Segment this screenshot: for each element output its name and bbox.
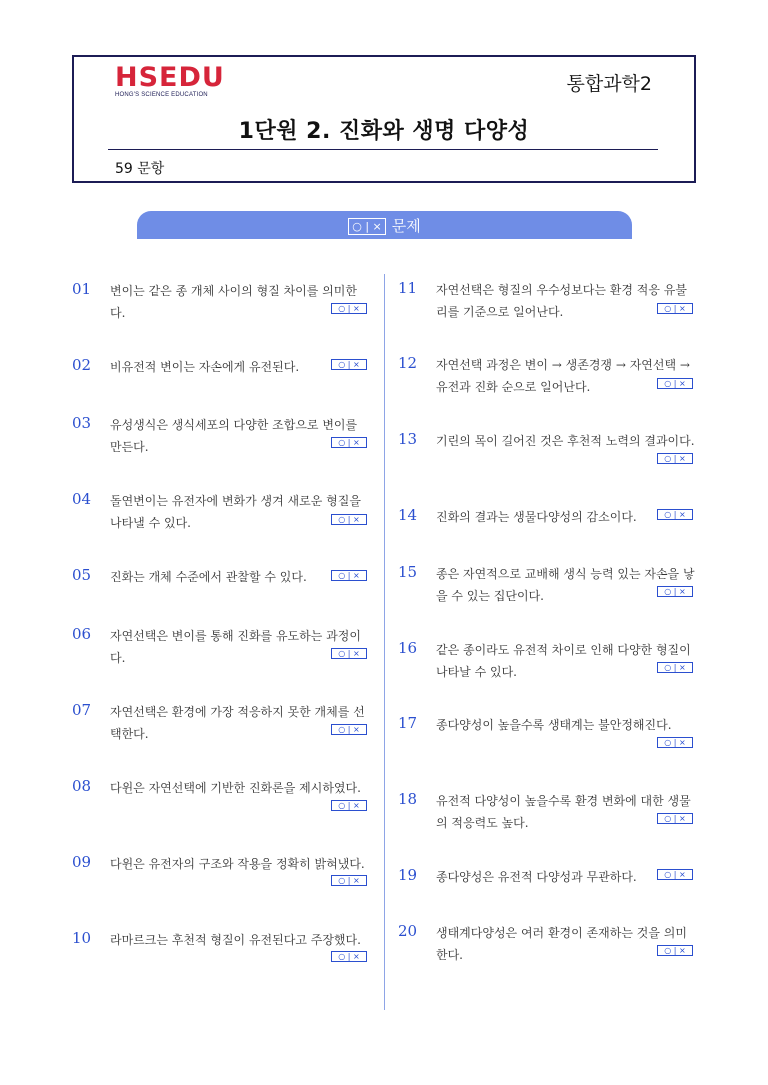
ox-badge: ○ | × (348, 218, 386, 235)
question-number: 03 (72, 414, 92, 432)
ox-answer-box[interactable]: ○ | × (657, 453, 693, 464)
ox-answer-box[interactable]: ○ | × (331, 875, 367, 886)
banner-title: 문제 (391, 217, 421, 235)
ox-answer-box[interactable]: ○ | × (331, 570, 367, 581)
ox-answer-box[interactable]: ○ | × (331, 303, 367, 314)
question-text: 진화는 개체 수준에서 관찰할 수 있다. (110, 570, 307, 584)
question-number: 07 (72, 701, 92, 719)
ox-answer-box[interactable]: ○ | × (657, 869, 693, 880)
ox-answer-box[interactable]: ○ | × (657, 737, 693, 748)
question-number: 04 (72, 490, 92, 508)
ox-answer-box[interactable]: ○ | × (331, 648, 367, 659)
ox-answer-box[interactable]: ○ | × (331, 951, 367, 962)
ox-answer-box[interactable]: ○ | × (657, 378, 693, 389)
ox-answer-box[interactable]: ○ | × (657, 945, 693, 956)
ox-answer-box[interactable]: ○ | × (657, 509, 693, 520)
item-count: 59 문항 (115, 161, 165, 177)
question-text: 자연선택은 형질의 우수성보다는 환경 적응 유불리를 기준으로 일어난다. (436, 283, 687, 319)
ox-answer-box[interactable]: ○ | × (331, 514, 367, 525)
question-number: 18 (398, 790, 418, 808)
header-box (72, 55, 696, 183)
ox-answer-box[interactable]: ○ | × (657, 662, 693, 673)
logo-subtitle: HONG'S SCIENCE EDUCATION (115, 92, 208, 98)
question-number: 09 (72, 853, 92, 871)
question-number: 20 (398, 922, 418, 940)
question-text: 유성생식은 생식세포의 다양한 조합으로 변이를 만든다. (110, 418, 358, 454)
question-text: 자연선택은 변이를 통해 진화를 유도하는 과정이다. (110, 629, 361, 665)
question-text: 진화의 결과는 생물다양성의 감소이다. (436, 510, 637, 524)
question-number: 05 (72, 566, 92, 584)
question-text: 다윈은 유전자의 구조와 작용을 정확히 밝혀냈다. (110, 857, 365, 871)
question-text: 다윈은 자연선택에 기반한 진화론을 제시하였다. (110, 781, 361, 795)
question-number: 17 (398, 714, 418, 732)
ox-answer-box[interactable]: ○ | × (657, 303, 693, 314)
ox-answer-box[interactable]: ○ | × (657, 813, 693, 824)
section-banner (137, 211, 632, 239)
question-text: 비유전적 변이는 자손에게 유전된다. (110, 360, 300, 374)
question-text: 유전적 다양성이 높을수록 환경 변화에 대한 생물의 적응력도 높다. (436, 794, 691, 830)
question-number: 19 (398, 866, 418, 884)
question-number: 08 (72, 777, 92, 795)
unit-title: 1단원 2. 진화와 생명 다양성 (238, 119, 530, 144)
question-number: 10 (72, 929, 92, 947)
question-text: 돌연변이는 유전자에 변화가 생겨 새로운 형질을 나타낼 수 있다. (110, 494, 361, 530)
question-number: 16 (398, 639, 418, 657)
banner-content (137, 215, 632, 236)
ox-answer-box[interactable]: ○ | × (331, 800, 367, 811)
question-number: 14 (398, 506, 418, 524)
question-number: 11 (398, 279, 418, 297)
subject-label: 통합과학2 (566, 73, 652, 95)
question-text: 생태계다양성은 여러 환경이 존재하는 것을 의미한다. (436, 926, 687, 962)
ox-answer-box[interactable]: ○ | × (657, 586, 693, 597)
question-text: 자연선택은 환경에 가장 적응하지 못한 개체를 선택한다. (110, 705, 365, 741)
question-text: 기린의 목이 길어진 것은 후천적 노력의 결과이다. (436, 434, 695, 448)
question-number: 15 (398, 563, 418, 581)
question-text: 종은 자연적으로 교배해 생식 능력 있는 자손을 낳을 수 있는 집단이다. (436, 567, 695, 603)
logo-text: HSEDU (115, 62, 225, 93)
question-text: 종다양성이 높을수록 생태계는 불안정해진다. (436, 718, 672, 732)
question-number: 12 (398, 354, 418, 372)
ox-answer-box[interactable]: ○ | × (331, 359, 367, 370)
title-divider (108, 149, 658, 150)
question-number: 01 (72, 280, 92, 298)
ox-answer-box[interactable]: ○ | × (331, 724, 367, 735)
question-text: 같은 종이라도 유전적 차이로 인해 다양한 형질이 나타날 수 있다. (436, 643, 691, 679)
ox-answer-box[interactable]: ○ | × (331, 437, 367, 448)
column-divider (384, 274, 385, 1010)
question-text: 라마르크는 후천적 형질이 유전된다고 주장했다. (110, 933, 361, 947)
hsedu-logo (115, 63, 225, 98)
question-text: 변이는 같은 종 개체 사이의 형질 차이를 의미한다. (110, 284, 357, 320)
question-text: 자연선택 과정은 변이 → 생존경쟁 → 자연선택 → 유전과 진화 순으로 일어난다. (436, 358, 690, 394)
question-text: 종다양성은 유전적 다양성과 무관하다. (436, 870, 637, 884)
question-number: 02 (72, 356, 92, 374)
question-number: 06 (72, 625, 92, 643)
question-number: 13 (398, 430, 418, 448)
